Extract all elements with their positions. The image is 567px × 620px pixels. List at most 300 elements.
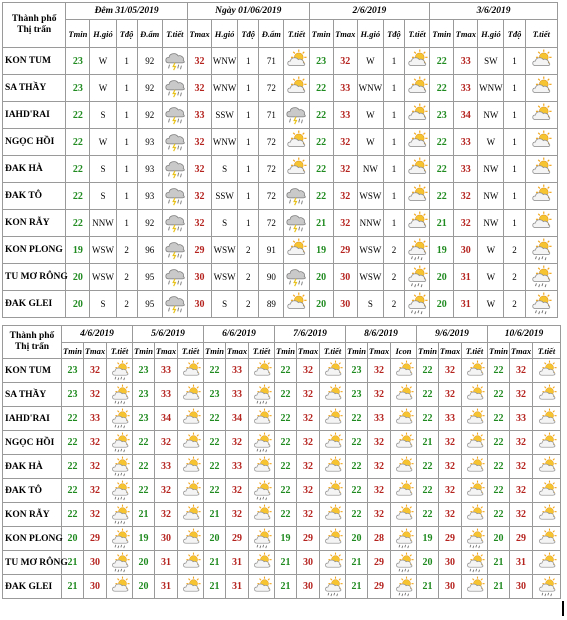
wind-speed: 2 bbox=[504, 291, 525, 318]
tmax-value: 29 bbox=[368, 551, 391, 575]
tmin-value: 23 bbox=[133, 359, 155, 383]
column-header: Tmax bbox=[510, 343, 533, 359]
tmax-value: 32 bbox=[155, 503, 178, 527]
sun-rain-icon bbox=[108, 457, 131, 477]
weather-cell bbox=[320, 383, 346, 407]
sun-rain-icon bbox=[108, 553, 131, 573]
weather-cell bbox=[162, 183, 187, 210]
tmax-value: 34 bbox=[226, 407, 249, 431]
tmax-value: 32 bbox=[333, 129, 357, 156]
tmax-value: 33 bbox=[368, 407, 391, 431]
tmin-value: 23 bbox=[430, 102, 454, 129]
tmax-value: 33 bbox=[454, 156, 478, 183]
wind-direction: WSW bbox=[357, 237, 383, 264]
humidity-value: 91 bbox=[259, 237, 284, 264]
column-header: Tmin bbox=[62, 343, 84, 359]
sun-rain-icon bbox=[527, 266, 556, 288]
column-header: Tđộ bbox=[383, 20, 404, 48]
column-header: Đ.ẩm bbox=[137, 20, 162, 48]
weather-cell bbox=[178, 527, 204, 551]
weather-cell bbox=[391, 503, 417, 527]
wind-direction: WNW bbox=[212, 129, 238, 156]
tmax-value: 32 bbox=[297, 479, 320, 503]
weather-cell bbox=[391, 455, 417, 479]
tmin-value: 22 bbox=[309, 102, 333, 129]
sun-cloud-icon bbox=[321, 433, 344, 453]
wind-direction: NW bbox=[478, 183, 504, 210]
tmin-value: 19 bbox=[66, 237, 90, 264]
tmax-value: 29 bbox=[368, 575, 391, 599]
tmax-value: 32 bbox=[439, 503, 462, 527]
weather-cell bbox=[525, 156, 557, 183]
weather-cell bbox=[405, 291, 430, 318]
weather-cell bbox=[462, 527, 488, 551]
wind-direction: SW bbox=[478, 48, 504, 75]
tmin-value: 22 bbox=[430, 156, 454, 183]
tmin-value: 21 bbox=[204, 575, 226, 599]
tmax-value: 33 bbox=[439, 407, 462, 431]
weather-cell bbox=[320, 431, 346, 455]
sun-cloud-icon bbox=[179, 457, 202, 477]
weather-cell bbox=[162, 48, 187, 75]
table-row bbox=[3, 383, 561, 407]
sun-cloud-icon bbox=[463, 577, 486, 597]
sun-cloud-icon bbox=[463, 385, 486, 405]
cloud-storm-icon bbox=[164, 185, 186, 207]
tmin-value: 19 bbox=[417, 527, 439, 551]
tmin-value: 22 bbox=[204, 431, 226, 455]
table-row bbox=[3, 75, 558, 102]
tmax-value: 30 bbox=[510, 575, 533, 599]
column-header: Tđộ bbox=[238, 20, 259, 48]
tmin-value: 19 bbox=[430, 237, 454, 264]
weather-cell bbox=[533, 455, 561, 479]
tmin-value: 22 bbox=[204, 455, 226, 479]
tmin-value: 22 bbox=[488, 503, 510, 527]
humidity-value: 72 bbox=[259, 210, 284, 237]
column-header: Đ.ẩm bbox=[259, 20, 284, 48]
sun-cloud-icon bbox=[179, 481, 202, 501]
table-row bbox=[3, 264, 558, 291]
wind-speed: 1 bbox=[116, 102, 137, 129]
tmin-value: 21 bbox=[346, 551, 368, 575]
tmin-value: 21 bbox=[204, 551, 226, 575]
tmax-value: 32 bbox=[187, 156, 211, 183]
tmax-value: 29 bbox=[84, 527, 107, 551]
cloud-storm-icon bbox=[164, 131, 186, 153]
wind-direction: W bbox=[90, 48, 116, 75]
sun-cloud-icon bbox=[321, 361, 344, 381]
tmin-value: 22 bbox=[275, 455, 297, 479]
wind-direction: NNW bbox=[357, 210, 383, 237]
tmax-value: 32 bbox=[187, 75, 211, 102]
cloud-storm-icon bbox=[164, 158, 186, 180]
sun-cloud-icon bbox=[463, 409, 486, 429]
tmax-value: 32 bbox=[226, 431, 249, 455]
wind-direction: W bbox=[478, 129, 504, 156]
city-name: IAHD'RAI bbox=[3, 407, 62, 431]
tmin-value: 20 bbox=[66, 264, 90, 291]
column-header: Tmin bbox=[204, 343, 226, 359]
tmax-value: 30 bbox=[439, 551, 462, 575]
weather-cell bbox=[107, 455, 133, 479]
weather-cell bbox=[405, 210, 430, 237]
weather-cell bbox=[249, 503, 275, 527]
sun-cloud-icon bbox=[108, 577, 131, 597]
sun-cloud-icon bbox=[463, 505, 486, 525]
tmin-value: 21 bbox=[309, 210, 333, 237]
tmax-value: 34 bbox=[454, 102, 478, 129]
tmin-value: 22 bbox=[417, 455, 439, 479]
tmax-value: 32 bbox=[368, 479, 391, 503]
sun-rain-icon bbox=[534, 577, 559, 597]
weather-cell bbox=[320, 575, 346, 599]
tmax-value: 32 bbox=[439, 455, 462, 479]
cloud-storm-icon bbox=[164, 293, 186, 315]
wind-direction: W bbox=[478, 291, 504, 318]
tmin-value: 20 bbox=[62, 527, 84, 551]
weather-cell bbox=[320, 503, 346, 527]
wind-speed: 1 bbox=[504, 129, 525, 156]
tmax-value: 32 bbox=[454, 210, 478, 237]
cloud-storm-icon bbox=[285, 185, 307, 207]
tmax-value: 32 bbox=[155, 479, 178, 503]
tmin-value: 23 bbox=[346, 359, 368, 383]
wind-direction: S bbox=[212, 156, 238, 183]
wind-direction: S bbox=[90, 156, 116, 183]
weather-cell bbox=[178, 551, 204, 575]
weather-cell bbox=[107, 359, 133, 383]
tmax-value: 32 bbox=[368, 503, 391, 527]
sun-cloud-icon bbox=[463, 481, 486, 501]
tmin-value: 22 bbox=[62, 455, 84, 479]
weather-cell bbox=[391, 431, 417, 455]
sun-rain-icon bbox=[392, 553, 415, 573]
weather-cell bbox=[284, 48, 309, 75]
day-header: 3/6/2019 bbox=[430, 3, 558, 20]
weather-cell bbox=[178, 455, 204, 479]
tmin-value: 20 bbox=[488, 527, 510, 551]
tmin-value: 21 bbox=[62, 551, 84, 575]
wind-speed: 1 bbox=[116, 183, 137, 210]
weather-cell bbox=[107, 503, 133, 527]
weather-cell bbox=[391, 527, 417, 551]
weather-cell bbox=[284, 75, 309, 102]
day-header: 6/6/2019 bbox=[204, 326, 275, 343]
sun-cloud-icon bbox=[534, 385, 559, 405]
weather-cell bbox=[391, 551, 417, 575]
wind-speed: 1 bbox=[383, 129, 404, 156]
sun-cloud-icon bbox=[179, 361, 202, 381]
tmax-value: 32 bbox=[368, 455, 391, 479]
tmax-value: 31 bbox=[454, 291, 478, 318]
tmax-value: 31 bbox=[226, 551, 249, 575]
weather-cell bbox=[405, 102, 430, 129]
wind-direction: WNW bbox=[212, 48, 238, 75]
weather-cell bbox=[462, 359, 488, 383]
sun-cloud-icon bbox=[321, 481, 344, 501]
cloud-storm-icon bbox=[285, 266, 307, 288]
weather-cell bbox=[391, 575, 417, 599]
tmin-value: 22 bbox=[309, 183, 333, 210]
tmax-value: 30 bbox=[155, 527, 178, 551]
tmin-value: 22 bbox=[346, 407, 368, 431]
tmin-value: 22 bbox=[417, 359, 439, 383]
weather-cell bbox=[533, 383, 561, 407]
sun-cloud-icon bbox=[406, 77, 428, 99]
table-row bbox=[3, 575, 561, 599]
sun-rain-icon bbox=[108, 505, 131, 525]
table-row bbox=[3, 431, 561, 455]
sun-rain-icon bbox=[250, 385, 273, 405]
weather-cell bbox=[391, 407, 417, 431]
tmax-value: 32 bbox=[297, 359, 320, 383]
sun-rain-icon bbox=[406, 293, 428, 315]
tmin-value: 22 bbox=[488, 479, 510, 503]
wind-speed: 1 bbox=[116, 156, 137, 183]
column-header: T.tiết bbox=[320, 343, 346, 359]
day-header: 8/6/2019 bbox=[346, 326, 417, 343]
cloud-storm-icon bbox=[164, 77, 186, 99]
weather-cell bbox=[162, 102, 187, 129]
sun-cloud-icon bbox=[527, 50, 556, 72]
weather-cell bbox=[462, 551, 488, 575]
tmax-value: 32 bbox=[454, 183, 478, 210]
sun-cloud-icon bbox=[392, 457, 415, 477]
cloud-storm-icon bbox=[164, 104, 186, 126]
tmax-value: 30 bbox=[297, 551, 320, 575]
wind-speed: 1 bbox=[116, 129, 137, 156]
weather-cell bbox=[391, 359, 417, 383]
tmin-value: 22 bbox=[430, 75, 454, 102]
tmax-value: 32 bbox=[510, 383, 533, 407]
tmax-value: 29 bbox=[297, 527, 320, 551]
sun-cloud-icon bbox=[534, 505, 559, 525]
column-header: H.gió bbox=[90, 20, 116, 48]
humidity-value: 92 bbox=[137, 75, 162, 102]
wind-speed: 2 bbox=[116, 237, 137, 264]
wind-direction: NNW bbox=[90, 210, 116, 237]
column-header: Icon bbox=[391, 343, 417, 359]
tmax-value: 32 bbox=[368, 383, 391, 407]
wind-direction: W bbox=[90, 75, 116, 102]
column-header: T.tiết bbox=[405, 20, 430, 48]
wind-direction: WSW bbox=[90, 264, 116, 291]
table-row bbox=[3, 551, 561, 575]
forecast-table-2 bbox=[2, 325, 561, 599]
column-header: Tmax bbox=[84, 343, 107, 359]
tmax-value: 31 bbox=[226, 575, 249, 599]
tmin-value: 20 bbox=[204, 527, 226, 551]
tmin-value: 22 bbox=[275, 407, 297, 431]
sun-cloud-icon bbox=[392, 505, 415, 525]
wind-speed: 1 bbox=[504, 75, 525, 102]
table-row bbox=[3, 479, 561, 503]
table-row bbox=[3, 129, 558, 156]
tmin-value: 22 bbox=[309, 129, 333, 156]
humidity-value: 93 bbox=[137, 156, 162, 183]
sun-cloud-icon bbox=[527, 185, 556, 207]
tmax-value: 32 bbox=[84, 383, 107, 407]
tmin-value: 20 bbox=[417, 551, 439, 575]
weather-cell bbox=[525, 75, 557, 102]
weather-cell bbox=[178, 431, 204, 455]
sun-cloud-icon bbox=[406, 185, 428, 207]
tmin-value: 22 bbox=[346, 503, 368, 527]
humidity-value: 92 bbox=[137, 210, 162, 237]
tmax-value: 33 bbox=[333, 102, 357, 129]
day-header: 5/6/2019 bbox=[133, 326, 204, 343]
sun-cloud-icon bbox=[321, 409, 344, 429]
weather-cell bbox=[533, 359, 561, 383]
city-name: ĐAK GLEI bbox=[3, 575, 62, 599]
wind-direction: S bbox=[90, 291, 116, 318]
sun-cloud-icon bbox=[285, 239, 307, 261]
wind-speed: 1 bbox=[504, 183, 525, 210]
tmax-value: 32 bbox=[333, 156, 357, 183]
sun-cloud-icon bbox=[406, 212, 428, 234]
column-header: Tmax bbox=[333, 20, 357, 48]
tmin-value: 23 bbox=[62, 383, 84, 407]
weather-cell bbox=[525, 183, 557, 210]
sun-rain-icon bbox=[108, 385, 131, 405]
sun-cloud-icon bbox=[285, 131, 307, 153]
tmax-value: 32 bbox=[187, 129, 211, 156]
weather-cell bbox=[525, 210, 557, 237]
weather-cell bbox=[525, 291, 557, 318]
tmax-value: 32 bbox=[226, 479, 249, 503]
tmin-value: 22 bbox=[346, 479, 368, 503]
tmax-value: 32 bbox=[510, 359, 533, 383]
weather-cell bbox=[249, 479, 275, 503]
tmax-value: 32 bbox=[84, 431, 107, 455]
sun-rain-icon bbox=[463, 553, 486, 573]
weather-cell bbox=[533, 431, 561, 455]
cursor-line bbox=[562, 601, 564, 616]
tmax-value: 31 bbox=[155, 551, 178, 575]
sun-cloud-icon bbox=[534, 409, 559, 429]
wind-speed: 2 bbox=[238, 237, 259, 264]
column-header: Tđộ bbox=[504, 20, 525, 48]
sun-rain-icon bbox=[108, 361, 131, 381]
sun-rain-icon bbox=[527, 239, 556, 261]
sun-cloud-icon bbox=[406, 131, 428, 153]
city-name: IAHD'RAI bbox=[3, 102, 66, 129]
tmin-value: 22 bbox=[204, 479, 226, 503]
wind-direction: NW bbox=[478, 156, 504, 183]
tmax-value: 30 bbox=[454, 237, 478, 264]
weather-cell bbox=[525, 129, 557, 156]
weather-cell bbox=[533, 479, 561, 503]
tmax-value: 32 bbox=[155, 431, 178, 455]
sun-rain-icon bbox=[321, 577, 344, 597]
wind-speed: 2 bbox=[504, 237, 525, 264]
city-name: KON PLONG bbox=[3, 237, 66, 264]
wind-direction: WNW bbox=[357, 75, 383, 102]
column-header: H.gió bbox=[357, 20, 383, 48]
sun-cloud-icon bbox=[321, 385, 344, 405]
weather-cell bbox=[284, 183, 309, 210]
city-name: ĐAK TÔ bbox=[3, 479, 62, 503]
weather-cell bbox=[320, 551, 346, 575]
tmin-value: 20 bbox=[133, 551, 155, 575]
tmax-value: 33 bbox=[155, 359, 178, 383]
tmax-value: 31 bbox=[454, 264, 478, 291]
weather-cell bbox=[533, 551, 561, 575]
tmax-value: 32 bbox=[187, 210, 211, 237]
weather-cell bbox=[462, 575, 488, 599]
tmax-value: 30 bbox=[84, 575, 107, 599]
tmax-value: 30 bbox=[333, 264, 357, 291]
tmin-value: 22 bbox=[275, 383, 297, 407]
tmax-value: 30 bbox=[84, 551, 107, 575]
sun-cloud-icon bbox=[463, 361, 486, 381]
tmax-value: 32 bbox=[84, 359, 107, 383]
wind-direction: NW bbox=[357, 156, 383, 183]
column-header: T.tiết bbox=[533, 343, 561, 359]
tmax-value: 32 bbox=[439, 479, 462, 503]
weather-cell bbox=[405, 237, 430, 264]
wind-direction: WSW bbox=[357, 264, 383, 291]
tmax-value: 32 bbox=[333, 183, 357, 210]
weather-cell bbox=[107, 431, 133, 455]
sun-cloud-icon bbox=[527, 104, 556, 126]
tmax-value: 29 bbox=[510, 527, 533, 551]
wind-direction: S bbox=[212, 210, 238, 237]
weather-cell bbox=[391, 479, 417, 503]
weather-cell bbox=[284, 237, 309, 264]
tmin-value: 22 bbox=[346, 431, 368, 455]
sun-cloud-icon bbox=[179, 577, 202, 597]
weather-cell bbox=[320, 527, 346, 551]
tmin-value: 22 bbox=[346, 455, 368, 479]
wind-speed: 1 bbox=[238, 75, 259, 102]
weather-cell bbox=[405, 264, 430, 291]
sun-rain-icon bbox=[392, 577, 415, 597]
wind-speed: 1 bbox=[504, 210, 525, 237]
tmax-value: 32 bbox=[226, 503, 249, 527]
sun-cloud-icon bbox=[285, 293, 307, 315]
tmin-value: 22 bbox=[417, 479, 439, 503]
wind-direction: WSW bbox=[90, 237, 116, 264]
sun-cloud-icon bbox=[463, 457, 486, 477]
tmax-value: 33 bbox=[84, 407, 107, 431]
sun-cloud-icon bbox=[321, 505, 344, 525]
wind-speed: 1 bbox=[238, 210, 259, 237]
weather-cell bbox=[162, 156, 187, 183]
column-header: Tmax bbox=[439, 343, 462, 359]
day-header: Ngày 01/06/2019 bbox=[187, 3, 309, 20]
tmin-value: 20 bbox=[430, 264, 454, 291]
weather-cell bbox=[284, 129, 309, 156]
table-row bbox=[3, 210, 558, 237]
sun-cloud-icon bbox=[250, 505, 273, 525]
tmin-value: 21 bbox=[346, 575, 368, 599]
sun-cloud-icon bbox=[527, 158, 556, 180]
sun-cloud-icon bbox=[285, 50, 307, 72]
tmin-value: 23 bbox=[346, 383, 368, 407]
sun-rain-icon bbox=[108, 481, 131, 501]
sun-rain-icon bbox=[250, 481, 273, 501]
tmax-value: 28 bbox=[368, 527, 391, 551]
tmax-value: 32 bbox=[84, 503, 107, 527]
tmin-value: 22 bbox=[133, 431, 155, 455]
wind-speed: 2 bbox=[238, 264, 259, 291]
wind-direction: S bbox=[357, 291, 383, 318]
tmin-value: 20 bbox=[346, 527, 368, 551]
column-header: Tmin bbox=[133, 343, 155, 359]
humidity-value: 72 bbox=[259, 75, 284, 102]
